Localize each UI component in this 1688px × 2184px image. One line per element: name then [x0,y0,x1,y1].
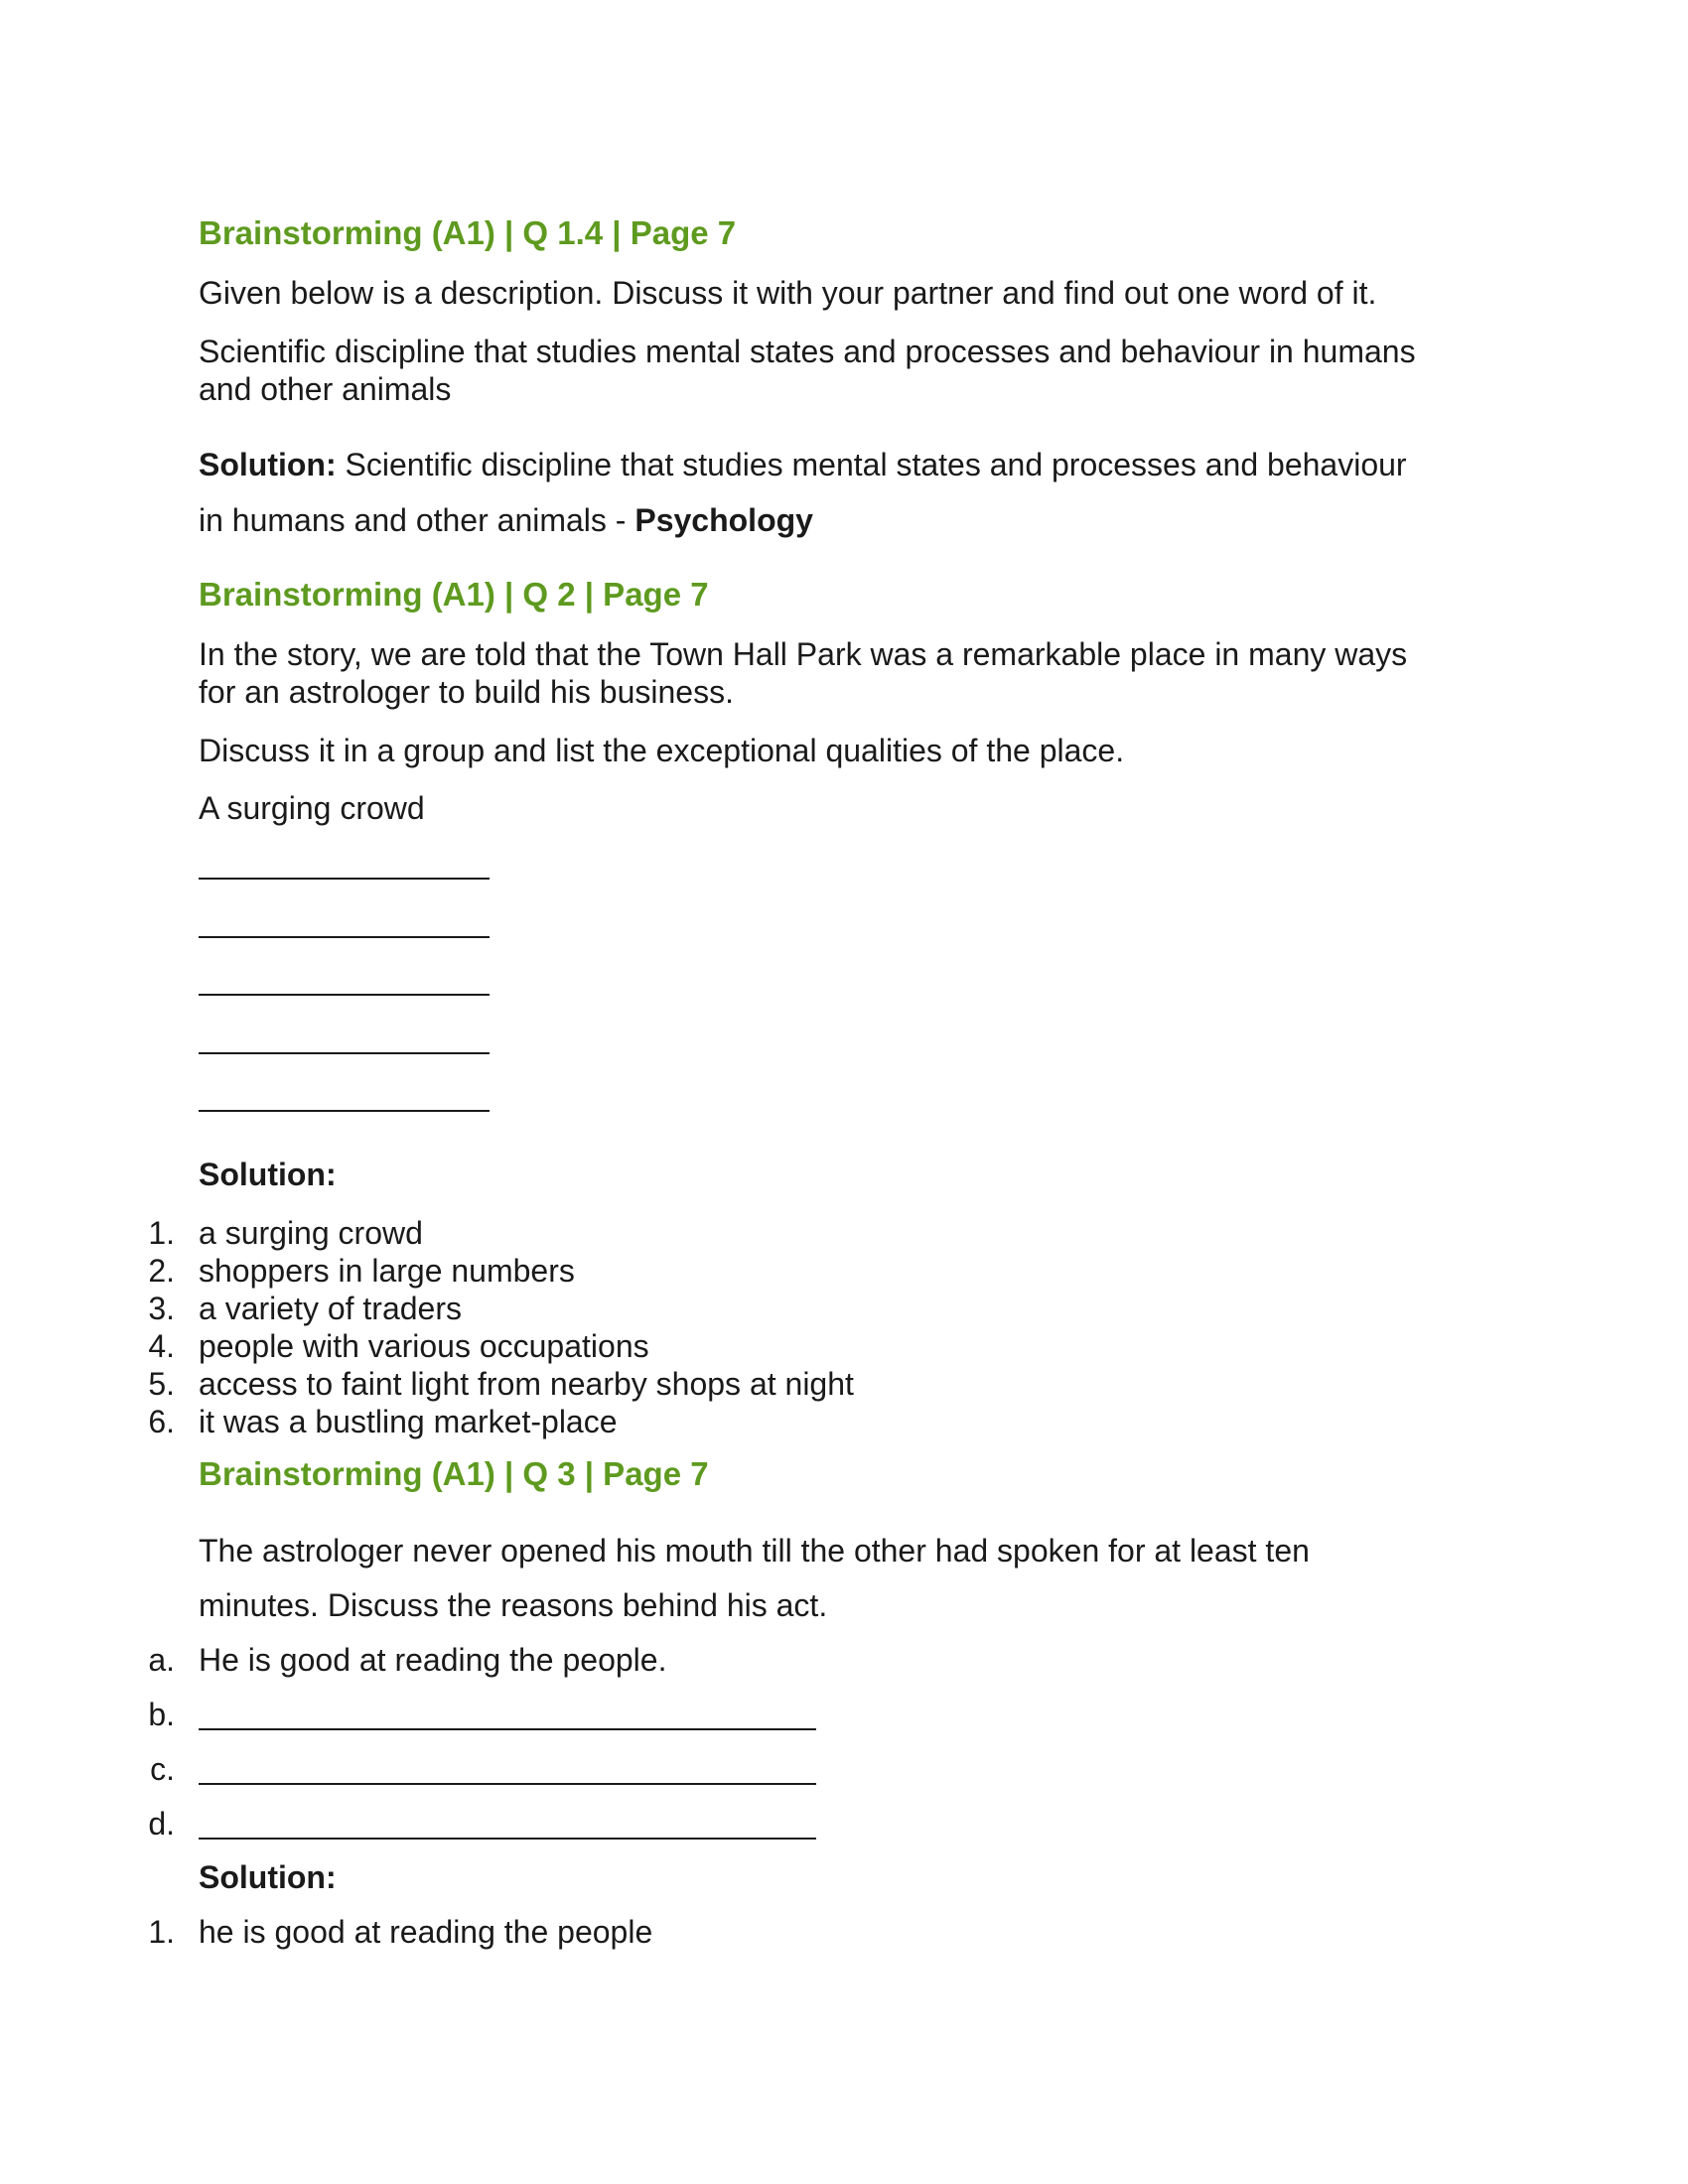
list-item: access to faint light from nearby shops at night [199,1366,854,1402]
list-marker: 1. [148,1215,175,1251]
answer-blank-line[interactable] [199,1838,816,1840]
answer-blank-line[interactable] [199,1052,490,1054]
answer-blank-line[interactable] [199,1110,490,1112]
q3-prompt-line-1: The astrologer never opened his mouth till the other had spoken for at least ten [199,1533,1310,1569]
list-item: a variety of traders [199,1291,462,1326]
list-item: shoppers in large numbers [199,1253,575,1289]
solution-label: Solution: [199,447,337,482]
option-text: He is good at reading the people. [199,1642,667,1678]
q2-story-line-2: for an astrologer to build his business. [199,674,734,710]
q3-solution-label: Solution: [199,1859,337,1895]
q1-4-solution-line-1 [199,446,1407,483]
q3-prompt-line-2: minutes. Discuss the reasons behind his act. [199,1587,828,1623]
answer-blank-line[interactable] [199,878,490,880]
list-marker: 6. [148,1404,175,1439]
q1-4-description-line-1: Scientific discipline that studies mental states and processes and behaviour in humans [199,334,1416,369]
list-item: it was a bustling market-place [199,1404,618,1439]
option-marker: a. [148,1642,175,1678]
q1-4-description-line-2: and other animals [199,371,452,407]
q2-instruction: Discuss it in a group and list the exceptional qualities of the place. [199,733,1125,768]
section-heading-q2: Brainstorming (A1) | Q 2 | Page 7 [199,576,709,613]
option-marker: c. [150,1751,175,1787]
list-marker: 3. [148,1291,175,1326]
q1-4-solution-text-2: in humans and other animals - [199,502,635,538]
q1-4-intro: Given below is a description. Discuss it with your partner and find out one word of it. [199,275,1377,311]
option-marker: b. [148,1697,175,1732]
q2-solution-label: Solution: [199,1157,337,1192]
section-heading-q3: Brainstorming (A1) | Q 3 | Page 7 [199,1455,709,1492]
list-marker: 5. [148,1366,175,1402]
list-marker: 1. [148,1914,175,1950]
q1-4-solution-answer: Psychology [634,502,813,538]
list-marker: 4. [148,1328,175,1364]
list-item: a surging crowd [199,1215,423,1251]
answer-blank-line[interactable] [199,936,490,938]
answer-blank-line[interactable] [199,994,490,996]
q2-example: A surging crowd [199,790,425,826]
answer-blank-line[interactable] [199,1783,816,1785]
q2-story-line-1: In the story, we are told that the Town Hall Park was a remarkable place in many ways [199,636,1408,672]
option-marker: d. [148,1806,175,1842]
section-heading-q1-4: Brainstorming (A1) | Q 1.4 | Page 7 [199,214,737,251]
list-marker: 2. [148,1253,175,1289]
q1-4-solution-text: Scientific discipline that studies mental states and processes and behaviour [345,447,1407,482]
list-item: he is good at reading the people [199,1914,653,1950]
answer-blank-line[interactable] [199,1728,816,1730]
q1-4-solution-line-2 [199,501,813,539]
list-item: people with various occupations [199,1328,649,1364]
